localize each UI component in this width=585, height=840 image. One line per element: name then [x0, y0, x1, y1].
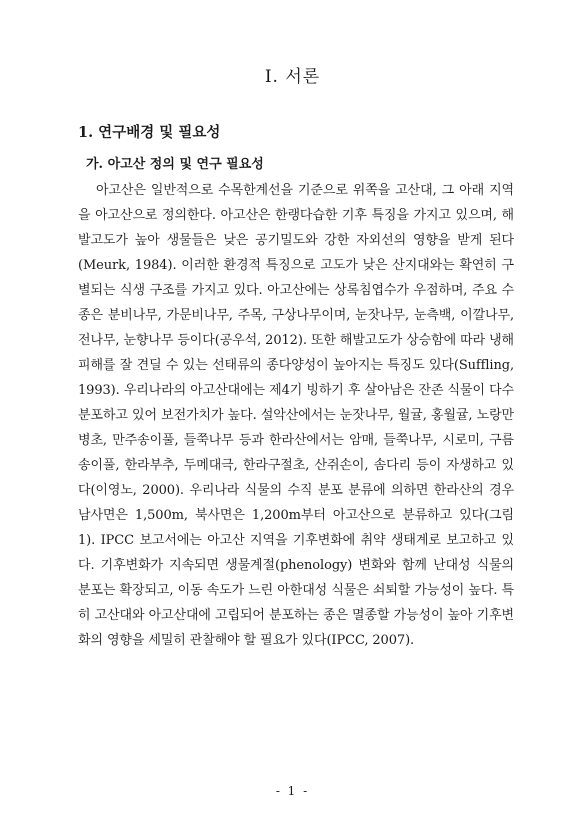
page-number: - 1 -	[275, 784, 310, 798]
section-title: 1. 연구배경 및 필요성	[78, 124, 221, 141]
chapter-title: Ⅰ. 서론	[264, 67, 321, 87]
subsection-title: 가. 아고산 정의 및 연구 필요성	[86, 157, 264, 172]
body-paragraph: 아고산은 일반적으로 수목한계선을 기준으로 위쪽을 고산대, 그 아래 지역을 아고산으로 정의한다. 아고산은 한랭다습한 기후 특징을 가지고 있으며, 해발고도가 높아 생물들은 낮은 공기밀도와 강한 자외선의 영향을 받게 된다(Meurk, 1984). 이러한 환경적 특징으로 고도가 낮은 산지대와는 확연히 구별되는 식생 구조를 가지고 있다. 아고산에는 상록침엽수가 우점하며, 주요 수종은 분비나무, 가문비나무, 주목, 구상나무이며, 눈잣나무, 눈측백, 이깔나무, 전나무, 눈향나무 등이다(공우석, 2012). 또한 해발고도가 상승함에 따라 냉해 피해를 잘 견딜 수 있는 선태류의 종다양성이 높아지는 특징도 있다(Suffling, 1993). 우리나라의 아고산대에는 제4기 빙하기 후 살아남은 잔존 식물이 다수 분포하고 있어 보전가치가 높다. 설악산에서는 눈잣나무, 월귤, 홍월귤, 노랑만병초, 만주송이풀, 들쭉나무 등과 한라산에서는 암매, 들쭉나무, 시로미, 구름송이풀, 한라부추, 두메대극, 한라구절초, 산쥐손이, 솜다리 등이 자생하고 있다(이영노, 2000). 우리나라 식물의 수직 분포 분류에 의하면 한라산의 경우 남사면은 1,500m, 북사면은 1,200m부터 아고산으로 분류하고 있다(그림 1). IPCC 보고서에는 아고산 지역을 기후변화에 취약 생태계로 보고하고 있다. 기후변화가 지속되면 생물계절(phenology) 변화와 함께 난대성 식물의 분포는 확장되고, 이동 속도가 느린 아한대성 식물은 쇠퇴할 가능성이 높다. 특히 고산대와 아고산대에 고립되어 분포하는 종은 멸종할 가능성이 높아 기후변화의 영향을 세밀히 관찰해야 할 필요가 있다(IPCC, 2007).	[78, 183, 514, 648]
